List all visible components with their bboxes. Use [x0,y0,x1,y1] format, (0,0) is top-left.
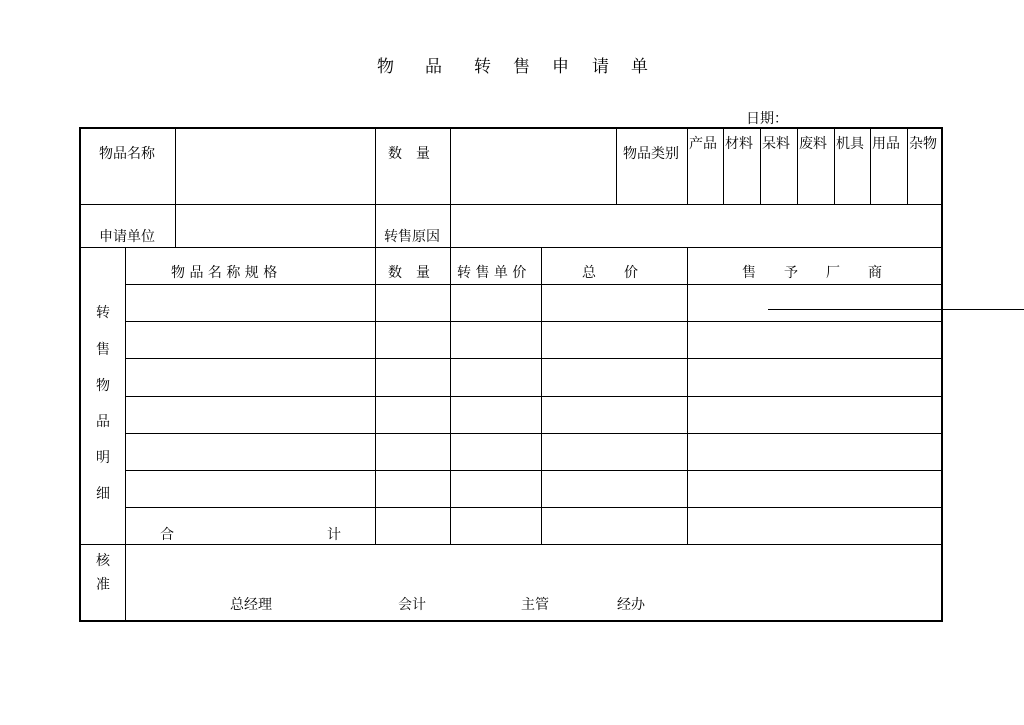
title-char: 物 [377,57,394,77]
name-spec-header: 物 品 名 称 规 格 [171,265,278,281]
approval-side-char: 核 [96,553,110,569]
category-option: 产品 [689,136,717,152]
vendor-header: 售 予 厂 商 [742,265,882,281]
category-option: 呆料 [762,136,790,152]
detail-side-char: 物 [96,378,110,394]
reason-label: 转售原因 [384,229,440,245]
category-label: 物品类别 [623,146,679,162]
detail-side-char: 细 [96,486,110,502]
category-option: 用品 [872,136,900,152]
approval-side-char: 准 [96,577,110,593]
role-general-manager: 总经理 [230,597,272,613]
title-char: 品 [425,57,442,77]
total-row-he: 合 [160,527,174,543]
category-option: 材料 [725,136,753,152]
detail-side-char: 转 [96,305,110,321]
detail-side-char: 明 [96,450,110,466]
role-accountant: 会计 [398,597,426,613]
item-name-label: 物品名称 [99,146,155,162]
quantity-label: 数 量 [388,146,430,162]
detail-side-char: 售 [96,342,110,358]
quantity-header: 数 量 [388,265,430,281]
category-option: 机具 [836,136,864,152]
title-char: 单 [631,57,648,77]
detail-side-char: 品 [96,414,110,430]
applicant-unit-label: 申请单位 [99,229,155,245]
title-char: 请 [592,57,609,77]
unit-price-header: 转 售 单 价 [457,265,527,281]
role-supervisor: 主管 [521,597,549,613]
title-char: 售 [513,57,530,77]
role-handler: 经办 [617,597,645,613]
category-option: 废料 [799,136,827,152]
title-char: 申 [552,57,569,77]
total-row-ji: 计 [327,527,341,543]
date-label: 日期： [746,111,788,127]
title-char: 转 [474,57,491,77]
total-header: 总 价 [582,265,638,281]
category-option: 杂物 [909,136,937,152]
